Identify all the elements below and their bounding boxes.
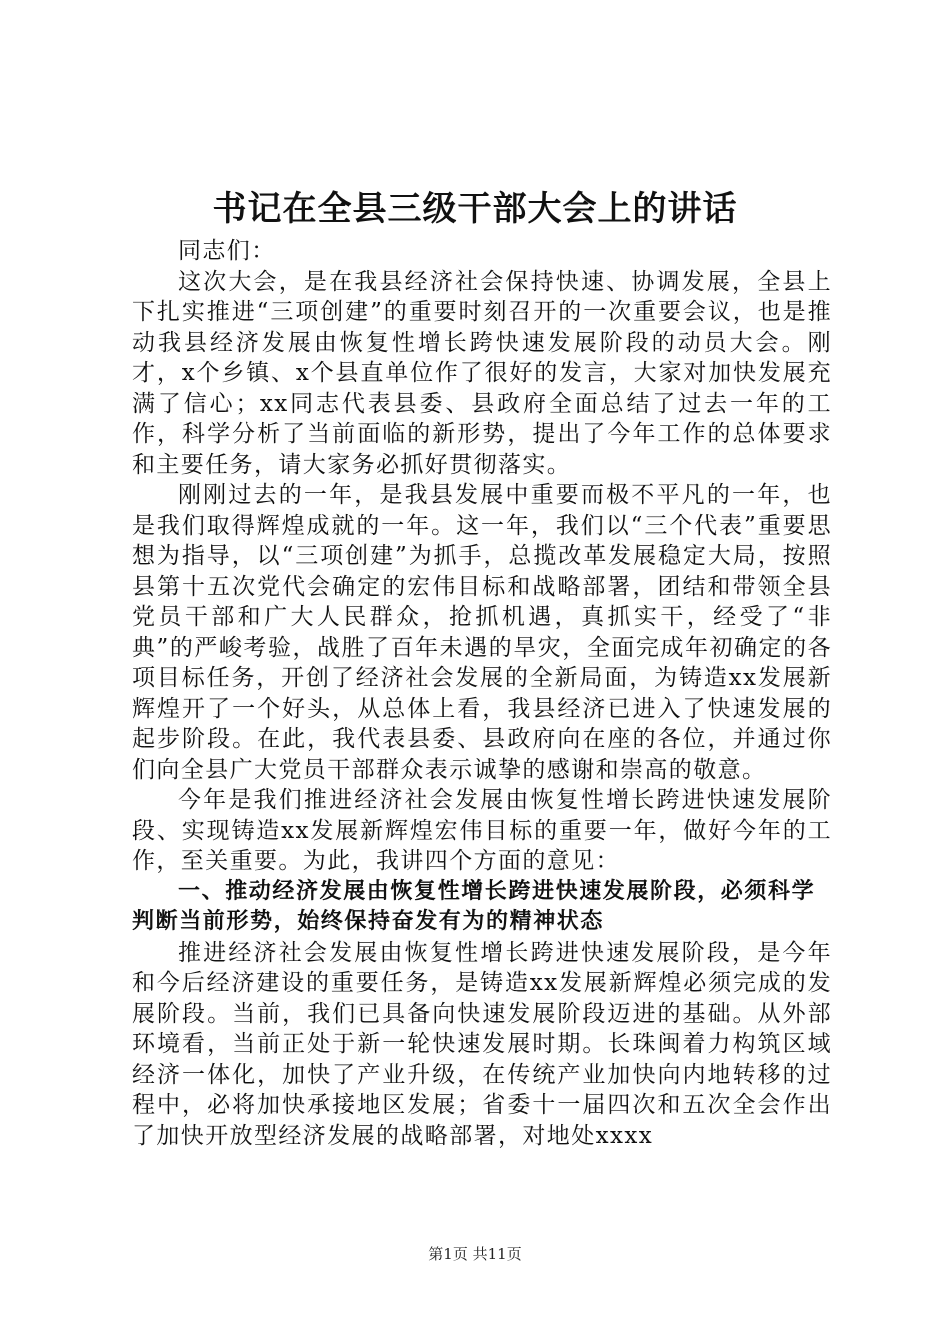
page-footer: 第1页 共11页 bbox=[428, 1245, 522, 1263]
paragraph-2: 刚刚过去的一年，是我县发展中重要而极不平凡的一年，也是我们取得辉煌成就的一年。这一年，我们以“三个代表”重要思想为指导，以“三项创建”为抓手，总揽改革发展稳定大局，按照县第十五次党代会确定的宏伟目标和战略部署，团结和带领全县党员干部和广大人民群众，抢抓机遇，真抓实干，经受了“非典”的严峻考验，战胜了百年未遇的旱灾，全面完成年初确定的各项目标任务，开创了经济社会发展的全新局面，为铸造xx发展新辉煌开了一个好头，从总体上看，我县经济已进入了快速发展的起步阶段。在此，我代表县委、县政府向在座的各位，并通过你们向全县广大党员干部群众表示诚挚的感谢和崇高的敬意。 bbox=[132, 482, 832, 783]
section-heading: 一、推动经济发展由恢复性增长跨进快速发展阶段，必须科学判断当前形势，始终保持奋发有为的精神状态 bbox=[132, 878, 816, 934]
document-body bbox=[132, 236, 832, 1151]
greeting-line: 同志们： bbox=[178, 238, 276, 264]
paragraph-3: 今年是我们推进经济社会发展由恢复性增长跨进快速发展阶段、实现铸造xx发展新辉煌宏伟目标的重要一年，做好今年的工作，至关重要。为此，我讲四个方面的意见： bbox=[132, 787, 832, 874]
document-title: 书记在全县三级干部大会上的讲话 bbox=[212, 189, 738, 229]
section-paragraph: 推进经济社会发展由恢复性增长跨进快速发展阶段，是今年和今后经济建设的重要任务，是铸造xx发展新辉煌必须完成的发展阶段。当前，我们已具备向快速发展阶段迈进的基础。从外部环境看，当前正处于新一轮快速发展时期。长珠闽着力构筑区域经济一体化，加快了产业升级，在传统产业加快向内地转移的过程中，必将加快承接地区发展；省委十一届四次和五次全会作出了加快开放型经济发展的战略部署，对地处xxxx bbox=[132, 939, 832, 1149]
paragraph-1: 这次大会，是在我县经济社会保持快速、协调发展，全县上下扎实推进“三项创建”的重要时刻召开的一次重要会议，也是推动我县经济发展由恢复性增长跨快速发展阶段的动员大会。刚才，x个乡镇、x个县直单位作了很好的发言，大家对加快发展充满了信心；xx同志代表县委、县政府全面总结了过去一年的工作，科学分析了当前面临的新形势，提出了今年工作的总体要求和主要任务，请大家务必抓好贯彻落实。 bbox=[132, 268, 832, 478]
